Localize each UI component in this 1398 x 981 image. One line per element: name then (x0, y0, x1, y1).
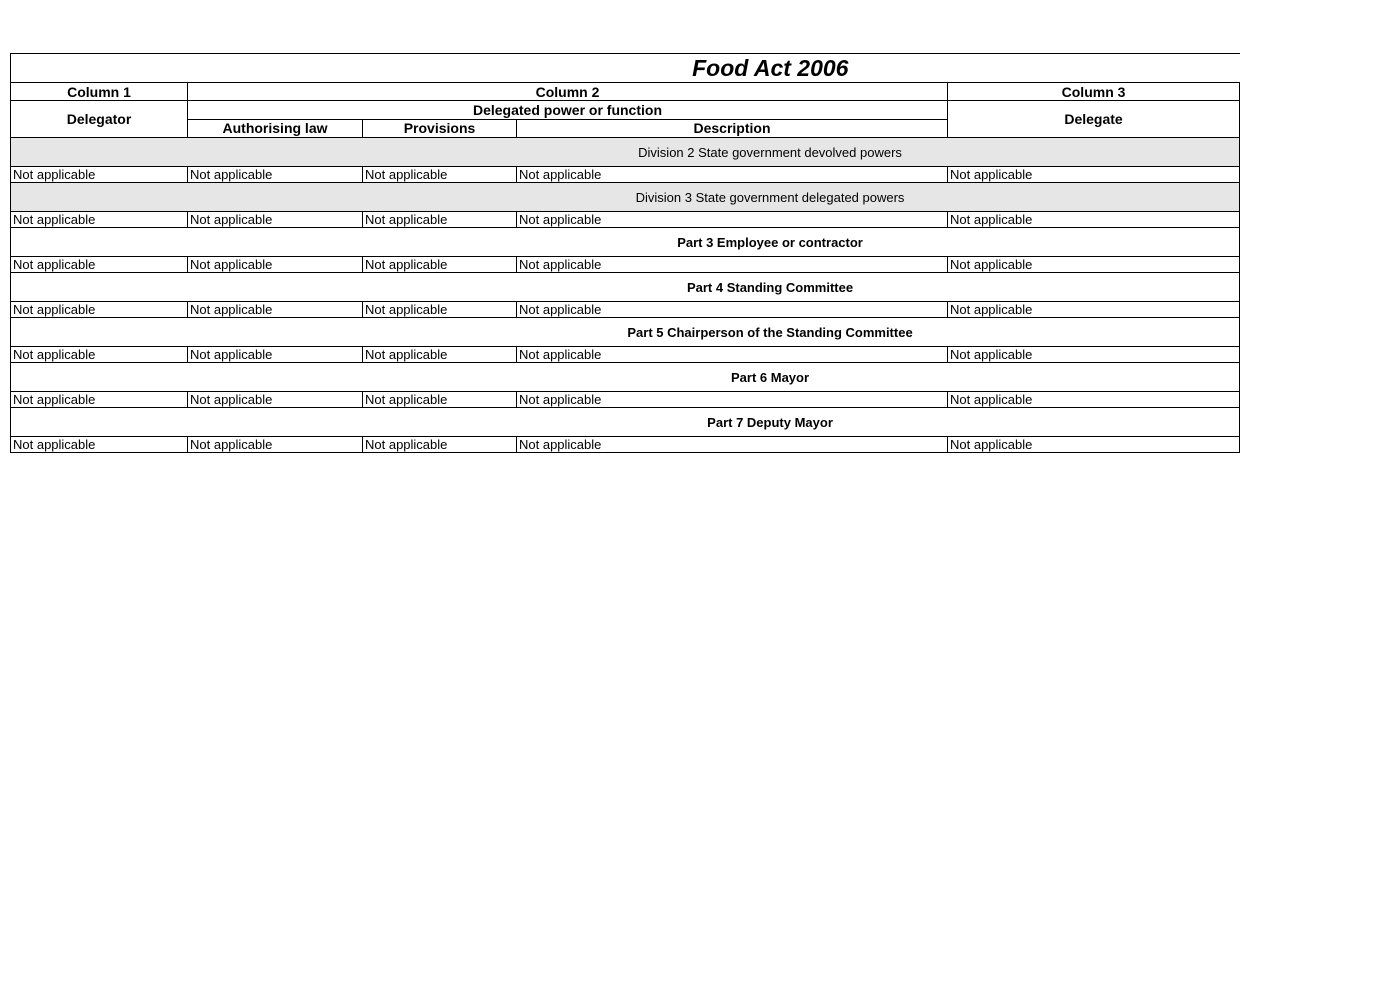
cell-delegate: Not applicable (948, 437, 1240, 453)
cell-authorising-law: Not applicable (188, 392, 363, 408)
cell-description: Not applicable (517, 392, 948, 408)
section-heading: Part 4 Standing Committee (11, 273, 1240, 302)
section-heading-row (11, 228, 1240, 257)
cell-description: Not applicable (517, 437, 948, 453)
cell-delegator: Not applicable (11, 212, 188, 228)
cell-delegator: Not applicable (11, 347, 188, 363)
cell-provisions: Not applicable (363, 392, 517, 408)
table-row (11, 302, 1240, 318)
title-row (11, 54, 1240, 83)
header-delegate: Delegate (948, 101, 1240, 138)
delegations-table (10, 53, 1240, 453)
section-heading: Part 3 Employee or contractor (11, 228, 1240, 257)
cell-description: Not applicable (517, 212, 948, 228)
cell-delegate: Not applicable (948, 167, 1240, 183)
section-heading: Part 6 Mayor (11, 363, 1240, 392)
table-row (11, 257, 1240, 273)
header-row-groups (11, 101, 1240, 120)
cell-delegator: Not applicable (11, 437, 188, 453)
cell-authorising-law: Not applicable (188, 257, 363, 273)
cell-delegate: Not applicable (948, 392, 1240, 408)
table-row (11, 167, 1240, 183)
section-heading-row (11, 408, 1240, 437)
cell-delegator: Not applicable (11, 302, 188, 318)
table-row (11, 347, 1240, 363)
section-heading-row (11, 138, 1240, 167)
section-heading-row (11, 183, 1240, 212)
cell-delegate: Not applicable (948, 347, 1240, 363)
header-authorising-law: Authorising law (188, 119, 363, 138)
section-heading-row (11, 273, 1240, 302)
cell-description: Not applicable (517, 347, 948, 363)
cell-provisions: Not applicable (363, 212, 517, 228)
cell-authorising-law: Not applicable (188, 212, 363, 228)
cell-authorising-law: Not applicable (188, 302, 363, 318)
header-description: Description (517, 119, 948, 138)
cell-authorising-law: Not applicable (188, 437, 363, 453)
page-title: Food Act 2006 (11, 54, 1240, 83)
section-heading: Division 2 State government devolved powers (11, 138, 1240, 167)
section-heading-row (11, 363, 1240, 392)
cell-delegate: Not applicable (948, 257, 1240, 273)
cell-provisions: Not applicable (363, 302, 517, 318)
cell-authorising-law: Not applicable (188, 167, 363, 183)
cell-delegator: Not applicable (11, 392, 188, 408)
cell-provisions: Not applicable (363, 257, 517, 273)
cell-description: Not applicable (517, 257, 948, 273)
header-delegator: Delegator (11, 101, 188, 138)
cell-delegate: Not applicable (948, 212, 1240, 228)
section-heading: Division 3 State government delegated powers (11, 183, 1240, 212)
header-delegated-power: Delegated power or function (188, 101, 948, 120)
section-heading: Part 7 Deputy Mayor (11, 408, 1240, 437)
cell-provisions: Not applicable (363, 347, 517, 363)
cell-description: Not applicable (517, 302, 948, 318)
table-row (11, 437, 1240, 453)
header-column1: Column 1 (11, 83, 188, 101)
cell-provisions: Not applicable (363, 437, 517, 453)
header-column3: Column 3 (948, 83, 1240, 101)
cell-authorising-law: Not applicable (188, 347, 363, 363)
cell-delegate: Not applicable (948, 302, 1240, 318)
header-provisions: Provisions (363, 119, 517, 138)
cell-delegator: Not applicable (11, 167, 188, 183)
table-row (11, 392, 1240, 408)
section-heading: Part 5 Chairperson of the Standing Committee (11, 318, 1240, 347)
table-body (11, 54, 1240, 453)
cell-description: Not applicable (517, 167, 948, 183)
cell-delegator: Not applicable (11, 257, 188, 273)
cell-provisions: Not applicable (363, 167, 517, 183)
table-row (11, 212, 1240, 228)
section-heading-row (11, 318, 1240, 347)
header-row-columns (11, 83, 1240, 101)
header-column2: Column 2 (188, 83, 948, 101)
